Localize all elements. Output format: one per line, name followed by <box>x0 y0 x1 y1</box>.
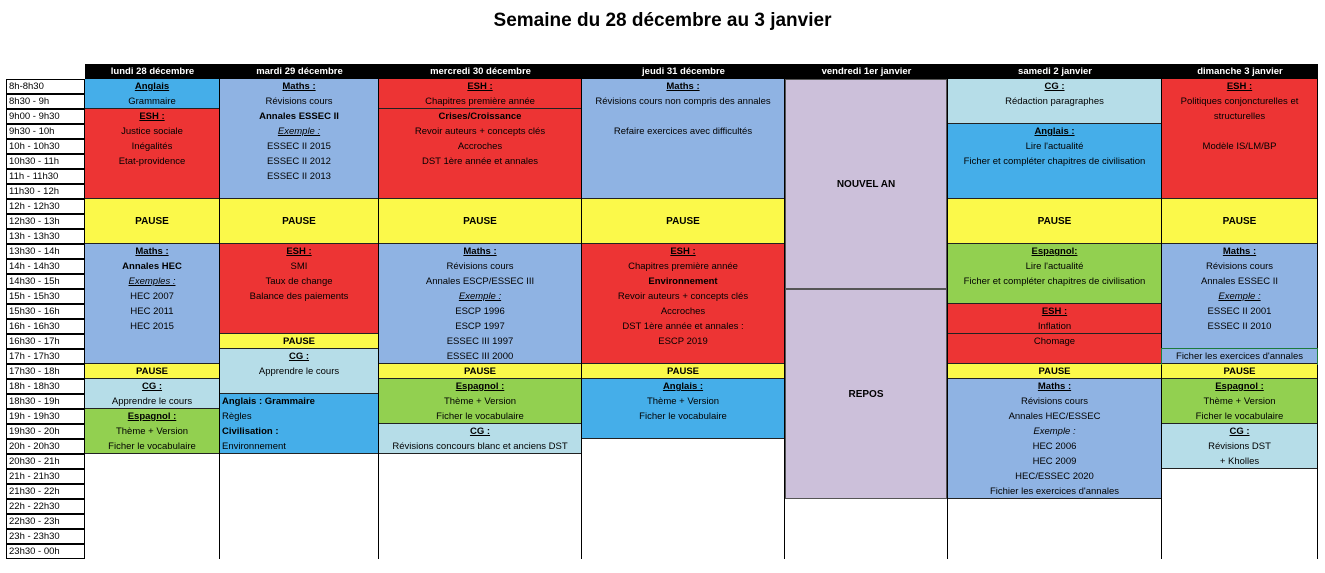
block-line: Ficher le vocabulaire <box>639 411 727 422</box>
block-line: Lire l'actualité <box>1025 261 1084 272</box>
time-slot: 9h30 - 10h <box>6 124 85 139</box>
block-line: Refaire exercices avec difficultés <box>613 126 753 137</box>
schedule-block[interactable] <box>1162 379 1317 424</box>
block-line: HEC 2006 <box>1032 441 1077 452</box>
schedule-block[interactable] <box>379 424 581 454</box>
block-line: HEC/ESSEC 2020 <box>1015 471 1094 482</box>
time-slot: 17h - 17h30 <box>6 349 85 364</box>
block-line: Environnement <box>648 276 718 287</box>
time-slot: 13h - 13h30 <box>6 229 85 244</box>
time-slot: 18h - 18h30 <box>6 379 85 394</box>
time-slot: 15h30 - 16h <box>6 304 85 319</box>
time-slot: 13h30 - 14h <box>6 244 85 259</box>
block-line: CG : <box>141 381 163 392</box>
block-line: Ficher les exercices d'annales <box>1176 351 1303 362</box>
time-slot: 20h30 - 21h <box>6 454 85 469</box>
block-line: Ficher le vocabulaire <box>1195 411 1284 422</box>
schedule-block[interactable] <box>582 364 784 379</box>
block-line: ESSEC II 2015 <box>267 141 331 152</box>
block-line: Inflation <box>1037 321 1072 332</box>
block-line: Accroches <box>660 306 706 317</box>
block-line: Règles <box>222 411 252 422</box>
block-line: ESSEC II 2012 <box>267 156 331 167</box>
block-line: Anglais : <box>662 381 704 392</box>
schedule-block[interactable] <box>948 379 1161 499</box>
time-slot: 15h - 15h30 <box>6 289 85 304</box>
schedule-block[interactable] <box>85 109 219 199</box>
time-slot: 16h - 16h30 <box>6 319 85 334</box>
block-line: PAUSE <box>666 215 700 227</box>
block-line: Thème + Version <box>115 426 189 437</box>
day-column <box>785 79 948 559</box>
block-line: Anglais : <box>1034 126 1075 137</box>
block-line: Ficher le vocabulaire <box>108 441 196 452</box>
day-header: vendredi 1er janvier <box>785 64 948 79</box>
block-line: Annales ESCP/ESSEC III <box>425 276 535 287</box>
block-line: PAUSE <box>135 366 169 377</box>
schedule-block[interactable] <box>1162 364 1317 379</box>
block-line: Environnement <box>222 441 286 452</box>
block-line: Balance des paiements <box>249 291 349 302</box>
page-title: Semaine du 28 décembre au 3 janvier <box>493 10 832 31</box>
block-line: ESH : <box>286 246 312 257</box>
schedule-block[interactable] <box>379 364 581 379</box>
block-line: ESSEC II 2010 <box>1207 321 1272 332</box>
block-line: Maths : <box>1222 246 1257 257</box>
block-line: Ficher et compléter chapitres de civilisation <box>963 276 1146 287</box>
block-line: Ficher et compléter chapitres de civilisation <box>963 156 1146 167</box>
block-line: Thème + Version <box>1203 396 1276 407</box>
block-line: DST 1ère année et annales <box>421 156 539 167</box>
time-slot: 9h00 - 9h30 <box>6 109 85 124</box>
block-line: Révisions cours <box>446 261 514 272</box>
schedule-block[interactable] <box>85 79 219 109</box>
schedule-block[interactable] <box>582 199 784 244</box>
block-line: Apprendre le cours <box>258 366 340 377</box>
schedule-block[interactable] <box>785 79 947 289</box>
day-header: dimanche 3 janvier <box>1162 64 1318 79</box>
block-line: Maths : <box>666 81 700 92</box>
block-line: Annales HEC/ESSEC <box>1008 411 1101 422</box>
schedule-block[interactable] <box>379 79 581 109</box>
block-line: Maths : <box>282 81 316 92</box>
block-line: Espagnol : <box>1215 381 1264 392</box>
block-line: REPOS <box>848 388 884 400</box>
block-line: Ficher le vocabulaire <box>436 411 524 422</box>
block-line: Exemples : <box>128 276 176 287</box>
schedule-block[interactable] <box>85 244 219 364</box>
time-slot: 23h30 - 00h <box>6 544 85 559</box>
block-line: ESSEC II 2001 <box>1207 306 1272 317</box>
day-header: jeudi 31 décembre <box>582 64 785 79</box>
time-slot: 10h - 10h30 <box>6 139 85 154</box>
schedule-block[interactable] <box>220 79 378 199</box>
time-slot: 19h - 19h30 <box>6 409 85 424</box>
block-line: NOUVEL AN <box>836 178 896 190</box>
schedule-block[interactable] <box>379 244 581 364</box>
block-line: Révisions cours non compris des annales <box>595 96 771 107</box>
block-line: Civilisation : <box>222 426 279 437</box>
block-line <box>582 109 784 124</box>
block-line: PAUSE <box>1222 215 1257 227</box>
schedule-block[interactable] <box>1162 244 1317 349</box>
day-column <box>220 79 379 559</box>
block-line: Revoir auteurs + concepts clés <box>617 291 749 302</box>
schedule-block[interactable] <box>948 334 1161 364</box>
block-line: Espagnol : <box>455 381 505 392</box>
schedule-block[interactable] <box>85 379 219 409</box>
time-slot: 11h30 - 12h <box>6 184 85 199</box>
schedule-block[interactable] <box>379 109 581 199</box>
block-line: Revoir auteurs + concepts clés <box>414 126 546 137</box>
schedule-block[interactable] <box>220 394 378 454</box>
block-line <box>1162 124 1317 139</box>
time-slot: 18h30 - 19h <box>6 394 85 409</box>
block-line: Justice sociale <box>121 126 183 137</box>
block-line: Crises/Croissance <box>438 111 522 122</box>
schedule-grid <box>6 64 1318 560</box>
block-line: ESH : <box>467 81 493 92</box>
day-column <box>1162 79 1318 559</box>
day-column <box>379 79 582 559</box>
block-line: Maths : <box>135 246 169 257</box>
day-header: lundi 28 décembre <box>85 64 220 79</box>
schedule-block[interactable] <box>582 79 784 199</box>
schedule-block[interactable] <box>1162 349 1317 364</box>
block-line: ESCP 1996 <box>455 306 505 317</box>
block-line: Thème + Version <box>443 396 517 407</box>
block-line: Révisions concours blanc et anciens DST <box>392 441 568 452</box>
block-line: + Kholles <box>1219 456 1260 467</box>
time-slot: 8h30 - 9h <box>6 94 85 109</box>
time-slot: 14h30 - 15h <box>6 274 85 289</box>
block-line: HEC 2009 <box>1032 456 1077 467</box>
block-line: ESCP 1997 <box>455 321 505 332</box>
block-line: PAUSE <box>666 366 700 377</box>
time-slot: 22h30 - 23h <box>6 514 85 529</box>
block-line: Exemple : <box>277 126 321 137</box>
block-line: Espagnol : <box>127 411 177 422</box>
schedule-block[interactable] <box>785 289 947 499</box>
schedule-block[interactable] <box>948 124 1161 199</box>
block-line: Anglais : Grammaire <box>222 396 315 407</box>
schedule-block[interactable] <box>220 199 378 244</box>
block-line: ESSEC III 2000 <box>446 351 514 362</box>
time-slot: 23h - 23h30 <box>6 529 85 544</box>
block-line: structurelles <box>1213 111 1266 122</box>
schedule-block[interactable] <box>948 304 1161 334</box>
schedule-block[interactable] <box>948 199 1161 244</box>
time-slot: 16h30 - 17h <box>6 334 85 349</box>
block-line: Thème + Version <box>646 396 720 407</box>
block-line: PAUSE <box>282 336 316 347</box>
block-line: Inégalités <box>131 141 173 152</box>
schedule-block[interactable] <box>85 199 219 244</box>
time-slot: 21h30 - 22h <box>6 484 85 499</box>
block-line: Maths : <box>1037 381 1072 392</box>
day-header: mercredi 30 décembre <box>379 64 582 79</box>
block-line: CG : <box>1044 81 1065 92</box>
schedule-block[interactable] <box>220 334 378 349</box>
block-line: SMI <box>290 261 308 272</box>
block-line: Politiques conjoncturelles et <box>1180 96 1299 107</box>
day-column <box>948 79 1162 559</box>
day-column <box>85 79 220 559</box>
block-line: ESH : <box>1041 306 1068 317</box>
block-line: Accroches <box>457 141 503 152</box>
block-line: Anglais <box>134 81 170 92</box>
block-line: Etat-providence <box>118 156 186 167</box>
block-line: Maths : <box>463 246 497 257</box>
day-header: samedi 2 janvier <box>948 64 1162 79</box>
block-line: Annales HEC <box>122 261 182 272</box>
schedule-block[interactable] <box>1162 199 1317 244</box>
schedule-block[interactable] <box>85 364 219 379</box>
schedule-block[interactable] <box>948 244 1161 304</box>
block-line: CG : <box>1229 426 1250 437</box>
block-line: Espagnol: <box>1031 246 1078 257</box>
block-line: PAUSE <box>1223 366 1256 377</box>
block-line: Révisions cours <box>1020 396 1089 407</box>
block-line: Grammaire <box>128 96 176 107</box>
time-slot: 19h30 - 20h <box>6 424 85 439</box>
block-line: Chapitres première année <box>425 96 535 107</box>
schedule-block[interactable] <box>85 409 219 454</box>
block-line: HEC 2011 <box>130 306 174 317</box>
block-line: Lire l'actualité <box>1025 141 1084 152</box>
block-line: CG : <box>469 426 491 437</box>
block-line: ESH : <box>139 111 165 122</box>
block-line: ESCP 2019 <box>658 336 708 347</box>
block-line: PAUSE <box>135 215 169 227</box>
block-line: Exemple : <box>458 291 502 302</box>
block-line: ESH : <box>670 246 696 257</box>
time-slot: 10h30 - 11h <box>6 154 85 169</box>
block-line: Annales ESSEC II <box>1200 276 1279 287</box>
block-line: Modèle IS/LM/BP <box>1202 141 1277 152</box>
time-slot: 22h - 22h30 <box>6 499 85 514</box>
schedule-block[interactable] <box>948 364 1161 379</box>
block-line: Chomage <box>1033 336 1076 347</box>
block-line: Révisions cours <box>1205 261 1274 272</box>
block-line: DST 1ère année et annales : <box>622 321 744 332</box>
schedule-block[interactable] <box>1162 79 1317 199</box>
block-line: Exemple : <box>1033 426 1076 437</box>
block-line: PAUSE <box>1038 366 1071 377</box>
block-line: Rédaction paragraphes <box>1005 96 1104 107</box>
block-line: HEC 2015 <box>130 321 174 332</box>
time-slot: 11h - 11h30 <box>6 169 85 184</box>
block-line: CG : <box>288 351 310 362</box>
block-line: Révisions cours <box>265 96 333 107</box>
block-line: Taux de change <box>265 276 333 287</box>
block-line: ESSEC III 1997 <box>446 336 514 347</box>
block-line: Exemple : <box>1218 291 1261 302</box>
schedule-block[interactable] <box>379 199 581 244</box>
block-line: Annales ESSEC II <box>259 111 339 122</box>
schedule-block[interactable] <box>220 244 378 334</box>
block-line: PAUSE <box>463 215 497 227</box>
schedule-block[interactable] <box>379 379 581 424</box>
block-line: ESH : <box>1226 81 1253 92</box>
schedule-block[interactable] <box>582 244 784 364</box>
schedule-block[interactable] <box>220 349 378 394</box>
block-line: ESSEC II 2013 <box>267 171 331 182</box>
block-line: HEC 2007 <box>130 291 174 302</box>
schedule-block[interactable] <box>1162 424 1317 469</box>
day-column <box>582 79 785 559</box>
time-slot: 12h30 - 13h <box>6 214 85 229</box>
block-line: Chapitres première année <box>628 261 738 272</box>
block-line: Révisions DST <box>1208 441 1271 452</box>
block-line: PAUSE <box>282 215 316 227</box>
time-slot: 21h - 21h30 <box>6 469 85 484</box>
day-header: mardi 29 décembre <box>220 64 379 79</box>
time-slot: 8h-8h30 <box>6 79 85 94</box>
schedule-block[interactable] <box>948 79 1161 124</box>
block-line: Fichier les exercices d'annales <box>989 486 1120 497</box>
time-slot: 12h - 12h30 <box>6 199 85 214</box>
block-line: PAUSE <box>463 366 497 377</box>
block-line: PAUSE <box>1037 215 1072 227</box>
schedule-block[interactable] <box>582 379 784 439</box>
time-slot: 17h30 - 18h <box>6 364 85 379</box>
time-slot: 14h - 14h30 <box>6 259 85 274</box>
block-line: Apprendre le cours <box>111 396 193 407</box>
time-slot: 20h - 20h30 <box>6 439 85 454</box>
